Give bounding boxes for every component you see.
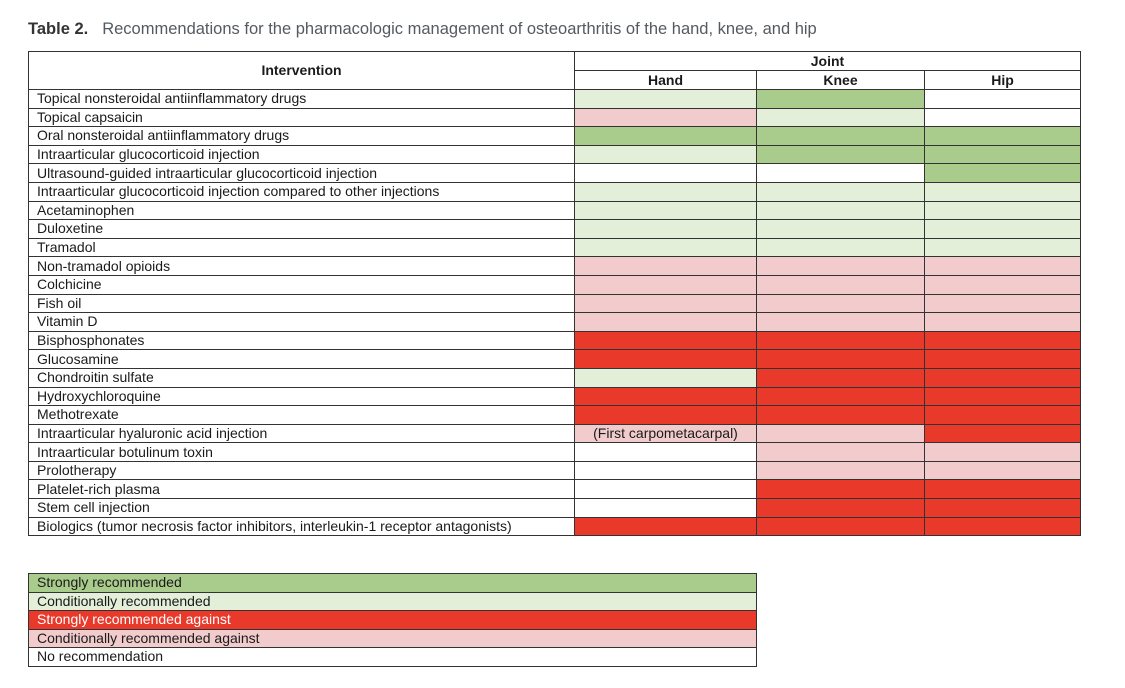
knee-recommendation-cell [757,127,925,146]
intervention-name: Intraarticular glucocorticoid injection compared to other injections [29,182,575,201]
table-row [29,517,1081,536]
knee-header: Knee [757,71,925,90]
recommendations-table [28,51,1081,536]
intervention-name: Intraarticular hyaluronic acid injection [29,424,575,443]
table-row [29,201,1081,220]
table-row [29,350,1081,369]
table-row [29,257,1081,276]
table-row [29,90,1081,109]
hip-recommendation-cell [925,201,1081,220]
table-body [29,90,1081,536]
legend-label: Strongly recommended against [29,611,757,630]
knee-recommendation-cell [757,517,925,536]
legend-row [29,592,757,611]
table-caption [28,20,817,39]
joint-header: Joint [575,52,1081,71]
hand-recommendation-cell [575,350,757,369]
table-row [29,238,1081,257]
hand-recommendation-cell [575,275,757,294]
legend-row [29,611,757,630]
intervention-header: Intervention [29,52,575,90]
table-title: Recommendations for the pharmacologic management of osteoarthritis of the hand, knee, and hip [102,20,817,38]
intervention-name: Bisphosphonates [29,331,575,350]
hip-recommendation-cell [925,294,1081,313]
legend-label: No recommendation [29,648,757,667]
knee-recommendation-cell [757,387,925,406]
hip-recommendation-cell [925,238,1081,257]
knee-recommendation-cell [757,350,925,369]
table-row [29,108,1081,127]
hand-header: Hand [575,71,757,90]
intervention-name: Hydroxychloroquine [29,387,575,406]
intervention-name: Stem cell injection [29,499,575,518]
hand-recommendation-cell [575,127,757,146]
hip-recommendation-cell [925,387,1081,406]
hand-recommendation-cell: (First carpometacarpal) [575,424,757,443]
intervention-name: Non-tramadol opioids [29,257,575,276]
legend-row [29,648,757,667]
table-row [29,499,1081,518]
knee-recommendation-cell [757,443,925,462]
hip-recommendation-cell [925,406,1081,425]
knee-recommendation-cell [757,480,925,499]
intervention-name: Prolotherapy [29,461,575,480]
table-row [29,443,1081,462]
legend-label: Conditionally recommended against [29,629,757,648]
hip-recommendation-cell [925,108,1081,127]
hip-recommendation-cell [925,350,1081,369]
hand-recommendation-cell [575,257,757,276]
table-row [29,182,1081,201]
hip-recommendation-cell [925,368,1081,387]
knee-recommendation-cell [757,201,925,220]
intervention-name: Methotrexate [29,406,575,425]
hip-recommendation-cell [925,90,1081,109]
intervention-name: Intraarticular botulinum toxin [29,443,575,462]
hand-recommendation-cell [575,294,757,313]
hip-recommendation-cell [925,127,1081,146]
table-row [29,294,1081,313]
table-row [29,387,1081,406]
hip-recommendation-cell [925,461,1081,480]
hand-recommendation-cell [575,443,757,462]
hand-recommendation-cell [575,238,757,257]
intervention-name: Platelet-rich plasma [29,480,575,499]
table-row [29,368,1081,387]
table-row [29,461,1081,480]
hand-recommendation-cell [575,201,757,220]
knee-recommendation-cell [757,294,925,313]
hip-recommendation-cell [925,331,1081,350]
knee-recommendation-cell [757,331,925,350]
knee-recommendation-cell [757,220,925,239]
hand-recommendation-cell [575,406,757,425]
hip-header: Hip [925,71,1081,90]
intervention-name: Glucosamine [29,350,575,369]
table-row [29,164,1081,183]
intervention-name: Fish oil [29,294,575,313]
table-row [29,275,1081,294]
legend-label: Conditionally recommended [29,592,757,611]
knee-recommendation-cell [757,368,925,387]
intervention-name: Biologics (tumor necrosis factor inhibitors, interleukin-1 receptor antagonists) [29,517,575,536]
knee-recommendation-cell [757,238,925,257]
legend-label: Strongly recommended [29,574,757,593]
knee-recommendation-cell [757,182,925,201]
intervention-name: Vitamin D [29,313,575,332]
knee-recommendation-cell [757,275,925,294]
knee-recommendation-cell [757,313,925,332]
legend-row [29,574,757,593]
hip-recommendation-cell [925,257,1081,276]
hand-recommendation-cell [575,368,757,387]
table-row [29,424,1081,443]
intervention-name: Intraarticular glucocorticoid injection [29,145,575,164]
hand-recommendation-cell [575,331,757,350]
knee-recommendation-cell [757,257,925,276]
legend-table [28,573,757,667]
hip-recommendation-cell [925,313,1081,332]
intervention-name: Oral nonsteroidal antiinflammatory drugs [29,127,575,146]
hand-recommendation-cell [575,480,757,499]
hip-recommendation-cell [925,220,1081,239]
knee-recommendation-cell [757,406,925,425]
hip-recommendation-cell [925,517,1081,536]
intervention-name: Tramadol [29,238,575,257]
intervention-name: Ultrasound-guided intraarticular glucocorticoid injection [29,164,575,183]
table-row [29,220,1081,239]
hand-recommendation-cell [575,145,757,164]
table-row [29,313,1081,332]
table-row [29,331,1081,350]
intervention-name: Topical nonsteroidal antiinflammatory drugs [29,90,575,109]
hip-recommendation-cell [925,499,1081,518]
table-row [29,127,1081,146]
hip-recommendation-cell [925,443,1081,462]
legend-row [29,629,757,648]
intervention-name: Topical capsaicin [29,108,575,127]
legend-body [29,574,757,667]
hip-recommendation-cell [925,164,1081,183]
knee-recommendation-cell [757,499,925,518]
knee-recommendation-cell [757,424,925,443]
hand-recommendation-cell [575,499,757,518]
intervention-name: Acetaminophen [29,201,575,220]
hand-recommendation-cell [575,461,757,480]
hand-recommendation-cell [575,164,757,183]
hand-recommendation-cell [575,313,757,332]
hand-recommendation-cell [575,90,757,109]
intervention-name: Chondroitin sulfate [29,368,575,387]
intervention-name: Colchicine [29,275,575,294]
intervention-name: Duloxetine [29,220,575,239]
table-number: Table 2. [28,20,89,38]
knee-recommendation-cell [757,164,925,183]
knee-recommendation-cell [757,145,925,164]
table-row [29,406,1081,425]
hand-recommendation-cell [575,220,757,239]
knee-recommendation-cell [757,461,925,480]
hip-recommendation-cell [925,480,1081,499]
hip-recommendation-cell [925,275,1081,294]
hand-recommendation-cell [575,387,757,406]
hip-recommendation-cell [925,145,1081,164]
hip-recommendation-cell [925,424,1081,443]
knee-recommendation-cell [757,90,925,109]
table-row [29,480,1081,499]
hand-recommendation-cell [575,517,757,536]
knee-recommendation-cell [757,108,925,127]
table-row [29,145,1081,164]
hand-recommendation-cell [575,182,757,201]
hand-recommendation-cell [575,108,757,127]
hip-recommendation-cell [925,182,1081,201]
